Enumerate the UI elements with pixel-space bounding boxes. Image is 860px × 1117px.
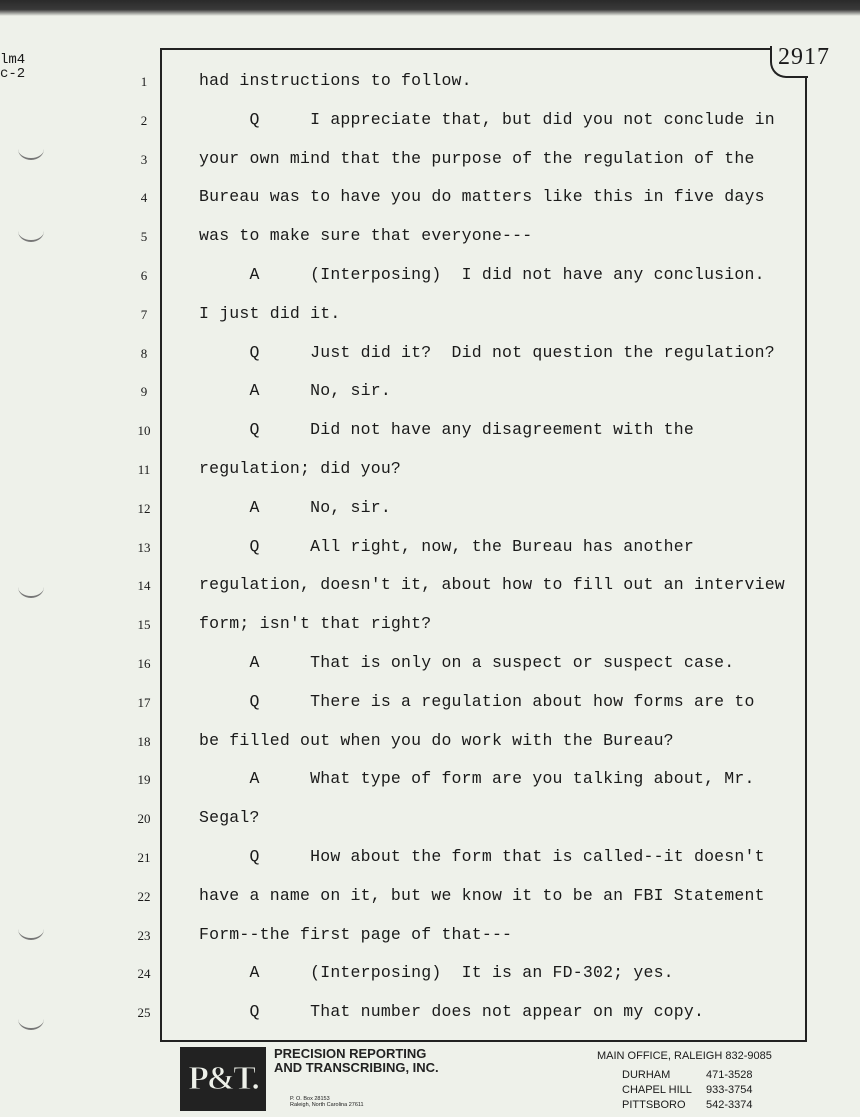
binder-hole [18, 220, 44, 242]
office-city: PITTSBORO [622, 1099, 686, 1111]
line-number: 10 [137, 423, 151, 438]
line-number: 21 [137, 850, 151, 865]
line-number: 16 [137, 656, 151, 671]
line-number: 6 [140, 268, 148, 283]
transcript-line: Q There is a regulation about how forms are to [199, 692, 755, 711]
transcript-line: Form--the first page of that--- [199, 925, 513, 944]
line-number: 5 [140, 229, 148, 244]
transcript-line: Q Did not have any disagreement with the [199, 420, 694, 439]
transcript-line: Q That number does not appear on my copy. [199, 1002, 705, 1021]
transcript-frame-top [160, 48, 772, 50]
page-top-edge [0, 0, 860, 16]
line-number: 17 [137, 695, 151, 710]
line-number: 9 [140, 384, 148, 399]
binder-hole [18, 576, 44, 598]
address-line2: Raleigh, North Carolina 27611 [290, 1102, 364, 1108]
transcript-line: Q Just did it? Did not question the regulation? [199, 343, 775, 362]
transcript-line: A That is only on a suspect or suspect case. [199, 653, 735, 672]
office-phone: 542-3374 [706, 1099, 753, 1111]
transcript-line: I just did it. [199, 304, 341, 323]
line-number: 20 [137, 811, 151, 826]
line-number: 1 [140, 74, 148, 89]
office-city: DURHAM [622, 1069, 671, 1081]
transcript-line: A (Interposing) I did not have any conclusion. [199, 265, 765, 284]
line-number: 8 [140, 346, 148, 361]
transcript-line: A No, sir. [199, 498, 391, 517]
transcript-line: your own mind that the purpose of the regulation of the [199, 149, 755, 168]
transcript-line: regulation; did you? [199, 459, 402, 478]
line-number: 15 [137, 617, 151, 632]
transcript-line: was to make sure that everyone--- [199, 226, 533, 245]
line-number: 18 [137, 734, 151, 749]
transcript-line: have a name on it, but we know it to be an FBI Statement [199, 886, 765, 905]
transcript-line: regulation, doesn't it, about how to fill out an interview [199, 575, 785, 594]
address-line1: P. O. Box 28153 [290, 1096, 330, 1102]
office-phone: 471-3528 [706, 1069, 753, 1081]
transcript-line: Bureau was to have you do matters like this in five days [199, 187, 765, 206]
office-city: CHAPEL HILL [622, 1084, 692, 1096]
transcript-line: A No, sir. [199, 381, 391, 400]
company-name-line1: PRECISION REPORTING [274, 1046, 427, 1061]
transcript-line: Q All right, now, the Bureau has another [199, 537, 694, 556]
line-number: 14 [137, 578, 151, 593]
transcript-line: form; isn't that right? [199, 614, 432, 633]
margin-code-2: c-2 [0, 66, 26, 82]
page-number: 2917 [778, 44, 830, 70]
company-address [290, 1096, 364, 1108]
transcript-line: Q I appreciate that, but did you not conclude in [199, 110, 775, 129]
line-number: 23 [137, 928, 151, 943]
transcript-line: A (Interposing) It is an FD-302; yes. [199, 963, 674, 982]
line-number: 3 [140, 152, 148, 167]
transcript-line: Segal? [199, 808, 260, 827]
line-number: 2 [140, 113, 148, 128]
office-phone: 933-3754 [706, 1084, 753, 1096]
binder-hole [18, 1008, 44, 1030]
margin-code-1: lm4 [0, 52, 26, 68]
binder-hole [18, 918, 44, 940]
binder-hole [18, 138, 44, 160]
transcript-line: be filled out when you do work with the Bureau? [199, 731, 674, 750]
line-number: 7 [140, 307, 148, 322]
line-number: 13 [137, 540, 151, 555]
company-name [274, 1047, 439, 1075]
line-number: 4 [140, 190, 148, 205]
transcript-line: had instructions to follow. [199, 71, 472, 90]
line-number: 22 [137, 889, 151, 904]
transcript-line: A What type of form are you talking about, Mr. [199, 769, 755, 788]
line-number: 24 [137, 966, 151, 981]
line-number: 11 [137, 462, 151, 477]
company-name-line2: AND TRANSCRIBING, INC. [274, 1060, 439, 1075]
line-number: 12 [137, 501, 151, 516]
transcript-line: Q How about the form that is called--it doesn't [199, 847, 765, 866]
main-office: MAIN OFFICE, RALEIGH 832-9085 [597, 1050, 772, 1062]
line-number: 19 [137, 772, 151, 787]
company-logo: P&T. [180, 1047, 266, 1111]
line-number: 25 [137, 1005, 151, 1020]
